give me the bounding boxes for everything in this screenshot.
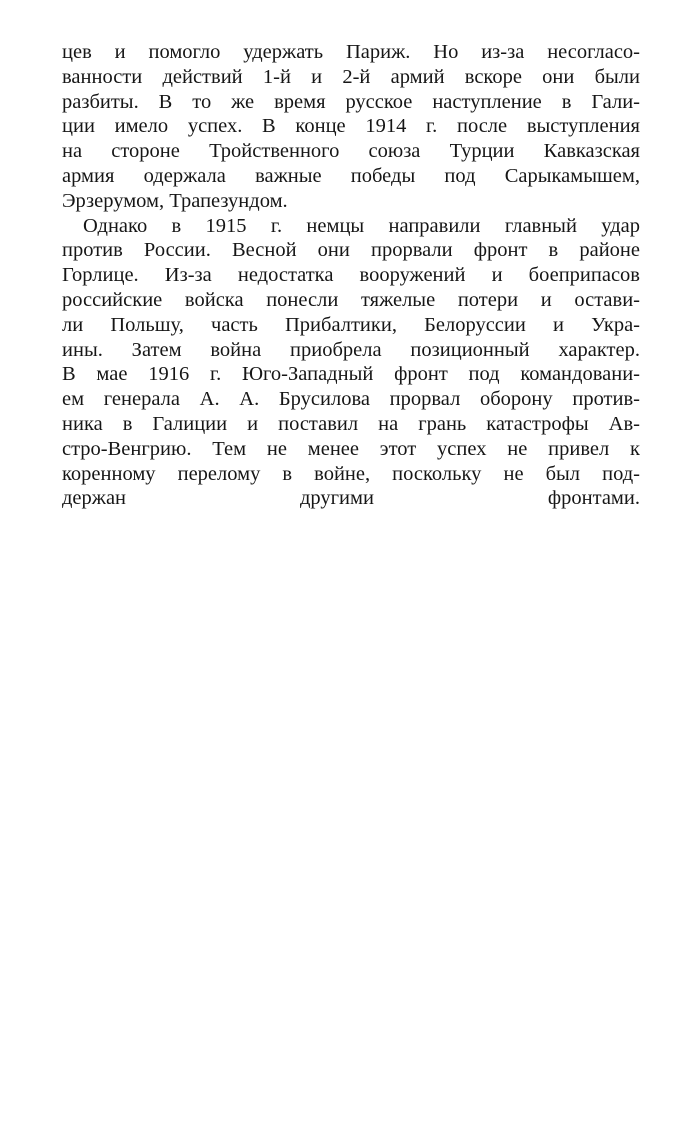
text-line: Однако в 1915 г. немцы направили главный удар: [83, 214, 640, 237]
text-line: армия одержала важные победы под Сарыкамышем,: [62, 164, 640, 187]
text-line: Горлице. Из-за недостатка вооружений и боеприпасов: [62, 264, 640, 287]
text-line: стро-Венгрию. Тем не менее этот успех не привел к: [62, 437, 640, 460]
text-line: ника в Галиции и поставил на грань катастрофы Ав-: [62, 412, 640, 435]
text-line: ли Польшу, часть Прибалтики, Белоруссии и Укра-: [62, 313, 640, 336]
text-line: разбиты. В то же время русское наступление в Гали-: [62, 90, 640, 113]
text-line: держан другими фронтами.: [62, 487, 640, 510]
paragraph-2: [62, 214, 640, 512]
text-line: ем генерала А. А. Брусилова прорвал оборону против-: [62, 388, 640, 411]
text-line: ции имело успех. В конце 1914 г. после выступления: [62, 115, 640, 138]
text-line: российские войска понесли тяжелые потери и остави-: [62, 288, 640, 311]
text-line: против России. Весной они прорвали фронт в районе: [62, 239, 640, 262]
text-line: Эрзерумом, Трапезундом.: [62, 189, 288, 212]
paragraph-1: [62, 40, 640, 214]
text-line: ины. Затем война приобрела позиционный характер.: [62, 338, 640, 361]
text-line: коренному перелому в войне, поскольку не был под-: [62, 462, 640, 485]
text-line: на стороне Тройственного союза Турции Кавказская: [62, 140, 640, 163]
text-line: цев и помогло удержать Париж. Но из-за несогласо-: [62, 41, 640, 63]
text-line: ванности действий 1-й и 2-й армий вскоре они были: [62, 65, 640, 88]
text-line: В мае 1916 г. Юго-Западный фронт под командовани-: [62, 363, 640, 386]
body-text: [62, 40, 640, 511]
